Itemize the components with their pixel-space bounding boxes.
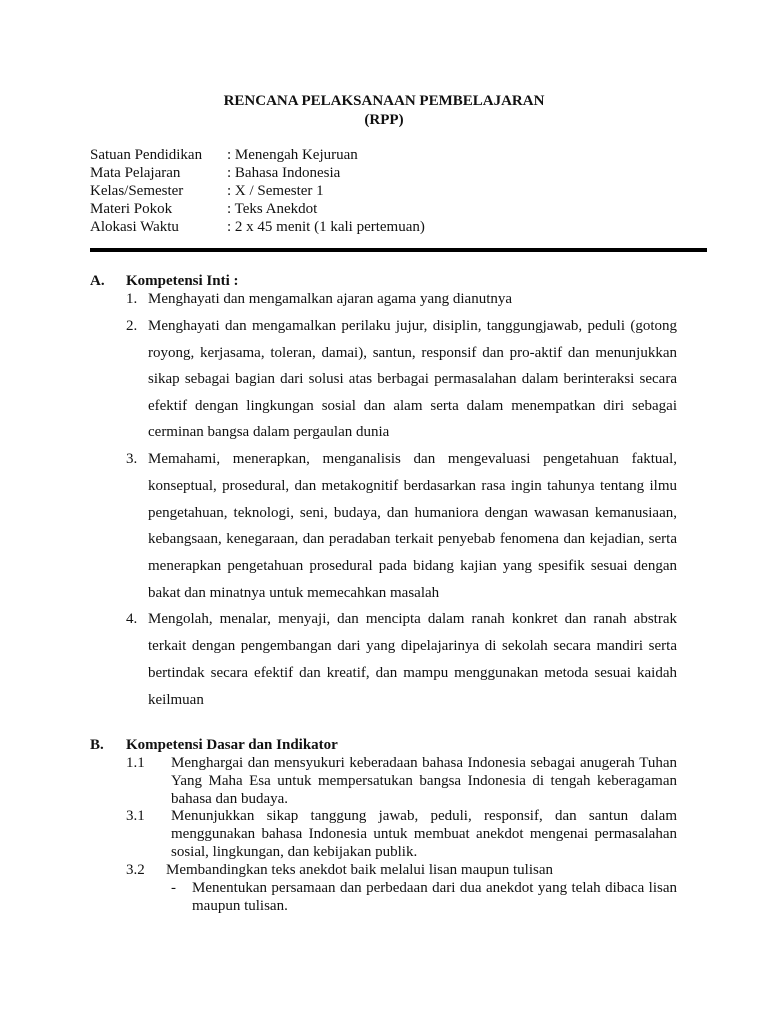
identity-value: : Bahasa Indonesia: [227, 165, 341, 181]
section-a-title: Kompetensi Inti :: [126, 273, 239, 289]
ki-item-line: Mengolah, menalar, menyaji, dan mencipta dalam ranah konkret dan ranah abstrak: [148, 611, 677, 627]
sub-item-line: maupun tulisan.: [192, 898, 288, 914]
ki-item-line: menerapkan pengetahuan prosedural pada bidang kajian yang spesifik sesuai dengan: [148, 558, 677, 574]
section-b-title: Kompetensi Dasar dan Indikator: [126, 737, 338, 753]
document-title: RENCANA PELAKSANAAN PEMBELAJARAN: [223, 93, 545, 109]
ki-item-line: Memahami, menerapkan, menganalisis dan mengevaluasi pengetahuan faktual,: [148, 451, 677, 467]
ki-item-line: bertindak secara efektif dan kreatif, dan mampu menggunakan metoda sesuai kaidah: [148, 665, 677, 681]
ki-item-line: bakat dan minatnya untuk memecahkan masalah: [148, 585, 440, 601]
ki-item-line: terkait dengan pengembangan dari yang dipelajarinya di sekolah secara mandiri serta: [148, 638, 677, 654]
document-subtitle: (RPP): [364, 112, 404, 128]
kd-item-line: Yang Maha Esa untuk mempersatukan bangsa Indonesia di tengah keberagaman: [171, 773, 677, 789]
identity-label: Materi Pokok: [90, 201, 173, 217]
kd-item-number: 3.2: [126, 862, 145, 878]
ki-item-number: 3.: [126, 451, 138, 467]
ki-item-line: keilmuan: [148, 692, 204, 708]
kd-item-line: Menunjukkan sikap tanggung jawab, peduli, responsif, dan santun dalam: [171, 808, 677, 824]
ki-item-line: pengetahuan, teknologi, seni, budaya, dan humaniora dengan wawasan kemanusiaan,: [148, 505, 677, 521]
ki-item-line: kebangsaan, kenegaraan, dan peradaban terkait penyebab fenomena dan kejadian, serta: [148, 531, 677, 547]
identity-label: Alokasi Waktu: [90, 219, 179, 235]
identity-value: : Menengah Kejuruan: [227, 147, 358, 163]
kd-item-number: 1.1: [126, 755, 145, 771]
ki-item-line: Menghayati dan mengamalkan ajaran agama yang dianutnya: [148, 291, 513, 307]
ki-item-line: cerminan bangsa dalam pergaulan dunia: [148, 424, 390, 440]
ki-item-line: royong, kerjasama, toleran, damai), santun, responsif dan pro-aktif dan menunjukkan: [148, 345, 677, 361]
identity-value: : Teks Anekdot: [227, 201, 318, 217]
identity-label: Satuan Pendidikan: [90, 147, 203, 163]
ki-item-number: 4.: [126, 611, 138, 627]
ki-item-line: sikap sebagai bagian dari solusi atas berbagai permasalahan dalam berinteraksi secara: [148, 371, 677, 387]
sub-item-line: Menentukan persamaan dan perbedaan dari dua anekdot yang telah dibaca lisan: [192, 880, 677, 896]
identity-value: : X / Semester 1: [227, 183, 324, 199]
ki-item-line: Menghayati dan mengamalkan perilaku jujur, disiplin, tanggungjawab, peduli (gotong: [148, 318, 677, 334]
kd-item-line: sosial, lingkungan, dan kebijakan publik.: [171, 844, 418, 860]
identity-value: : 2 x 45 menit (1 kali pertemuan): [227, 219, 425, 235]
kd-item-line: Menghargai dan mensyukuri keberadaan bahasa Indonesia sebagai anugerah Tuhan: [171, 755, 677, 771]
identity-label: Kelas/Semester: [90, 183, 184, 199]
kd-item-line: menggunakan bahasa Indonesia untuk membuat anekdot mengenai permasalahan: [171, 826, 677, 842]
kd-item-line: bahasa dan budaya.: [171, 791, 289, 807]
section-b-letter: B.: [90, 737, 104, 753]
kd-item-line: Membandingkan teks anekdot baik melalui lisan maupun tulisan: [166, 862, 554, 878]
ki-item-number: 2.: [126, 318, 138, 334]
ki-item-number: 1.: [126, 291, 138, 307]
sub-item-dash: -: [171, 880, 176, 896]
identity-label: Mata Pelajaran: [90, 165, 181, 181]
header-divider: [90, 248, 707, 252]
section-a-letter: A.: [90, 273, 105, 289]
kd-item-number: 3.1: [126, 808, 145, 824]
ki-item-line: konseptual, prosedural, dan metakognitif berdasarkan rasa ingin tahunya tentang ilmu: [148, 478, 677, 494]
ki-item-line: efektif dengan lingkungan sosial dan alam serta dalam menempatkan diri sebagai: [148, 398, 677, 414]
